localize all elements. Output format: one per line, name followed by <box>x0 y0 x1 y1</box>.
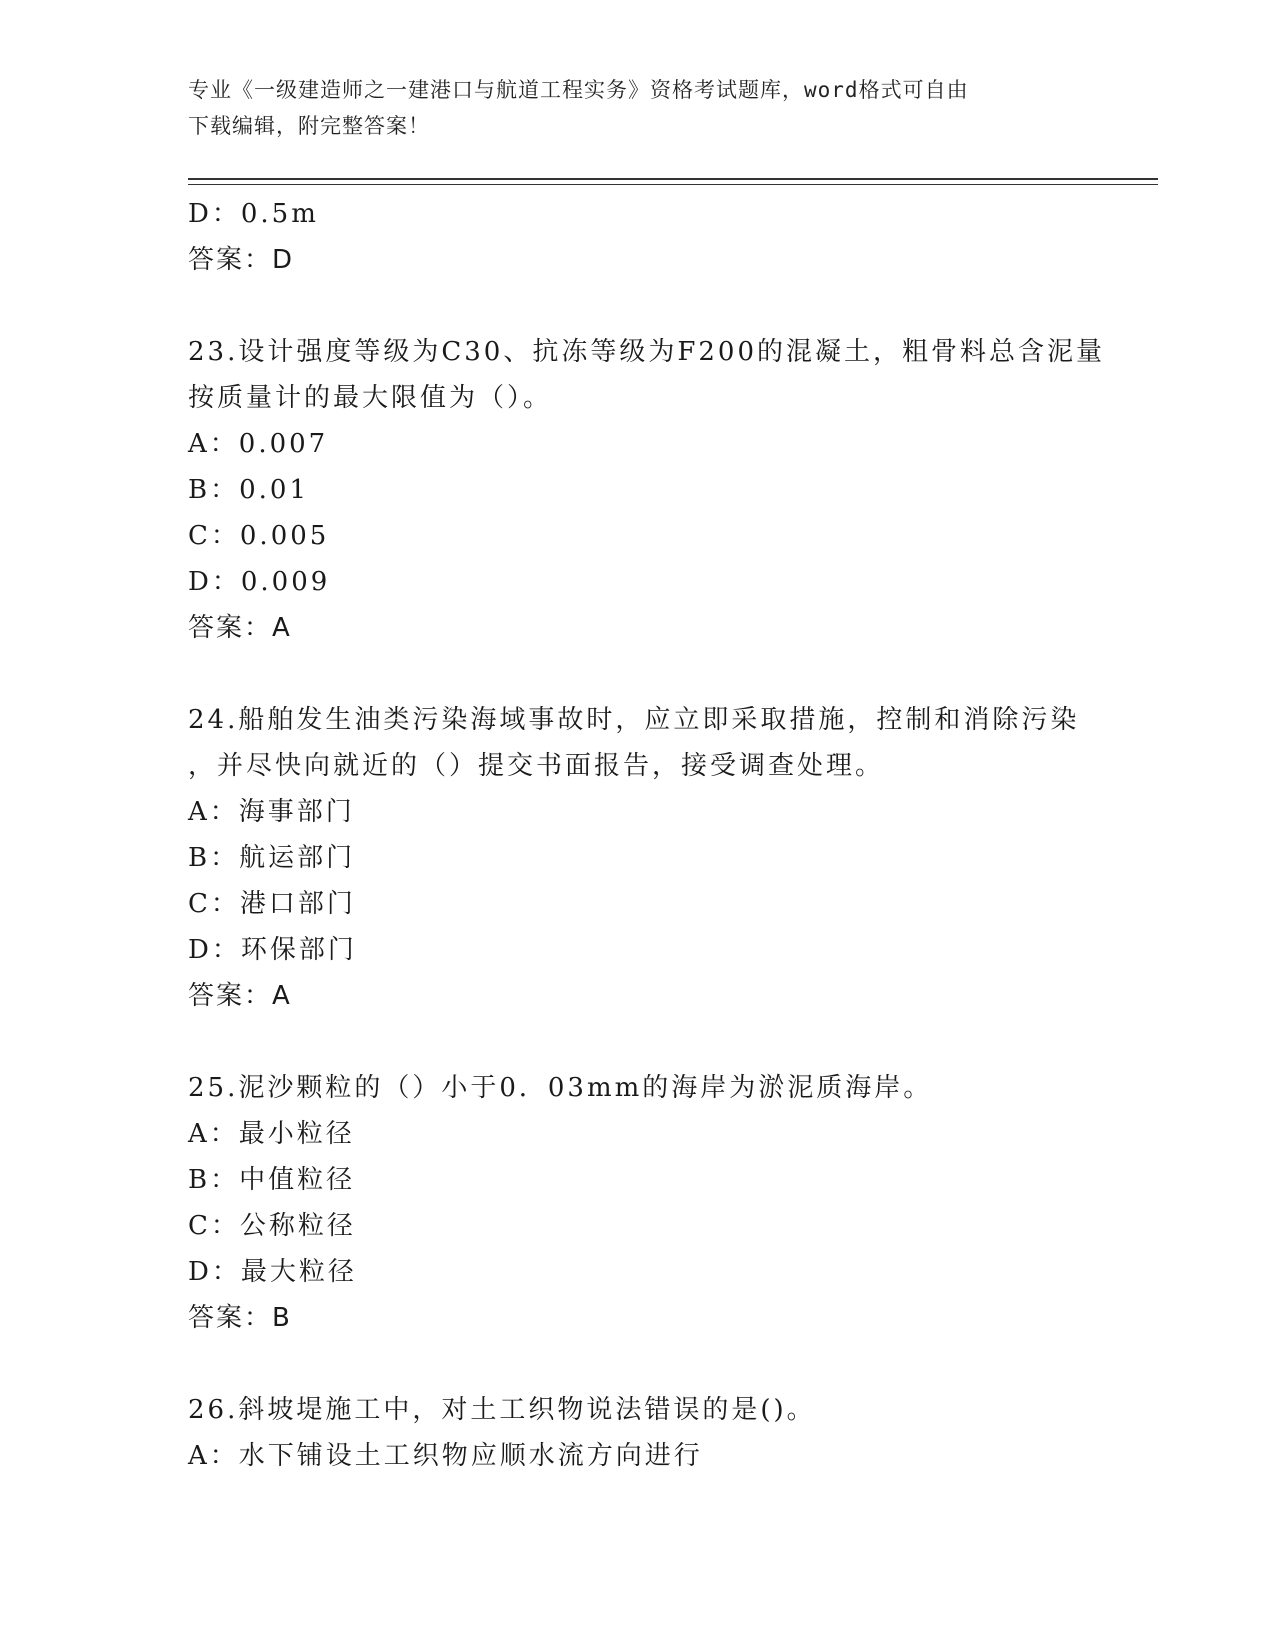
question-text: 24.船舶发生油类污染海域事故时，应立即采取措施，控制和消除污染 <box>188 705 1080 735</box>
question-text: 25.泥沙颗粒的（）小于0．03mm的海岸为淤泥质海岸。 <box>188 1073 933 1103</box>
option-d: D：最大粒径 <box>188 1257 357 1287</box>
question-text: 按质量计的最大限值为（）。 <box>188 383 553 413</box>
spacer <box>188 1341 1098 1387</box>
option-d: D：环保部门 <box>188 935 357 965</box>
option-c: C：0.005 <box>188 521 330 551</box>
header-line-1: 专业《一级建造师之一建港口与航道工程实务》资格考试题库，word格式可自由 <box>188 78 969 102</box>
option-c: C：公称粒径 <box>188 1211 356 1241</box>
option-d: D：0.009 <box>188 567 331 597</box>
question-block <box>188 1065 1098 1341</box>
option-a: A：水下铺设土工织物应顺水流方向进行 <box>188 1441 703 1471</box>
option-b: B：0.01 <box>188 475 309 505</box>
spacer <box>188 283 1098 329</box>
option-a: A：最小粒径 <box>188 1119 355 1149</box>
option-b: B：航运部门 <box>188 843 356 873</box>
document-header <box>188 72 1088 144</box>
option-b: B：中值粒径 <box>188 1165 356 1195</box>
header-divider-thin <box>188 184 1158 185</box>
spacer <box>188 651 1098 697</box>
answer-line: 答案：A <box>188 981 292 1011</box>
question-text: ，并尽快向就近的（）提交书面报告，接受调查处理。 <box>188 751 885 781</box>
question-text: 23.设计强度等级为C30、抗冻等级为F200的混凝土，粗骨料总含泥量 <box>188 337 1105 367</box>
question-block <box>188 329 1105 651</box>
answer-line: 答案：A <box>188 613 292 643</box>
answer-line: 答案：B <box>188 1303 292 1333</box>
answer-line: 答案：D <box>188 245 295 275</box>
spacer <box>188 1019 1098 1065</box>
option-c: C：港口部门 <box>188 889 356 919</box>
header-line-2: 下载编辑，附完整答案！ <box>188 114 430 138</box>
option-d: D：0.5m <box>188 199 319 229</box>
question-text: 26.斜坡堤施工中，对土工织物说法错误的是()。 <box>188 1395 816 1425</box>
question-block <box>188 1387 1098 1479</box>
header-divider-thick <box>188 178 1158 180</box>
question-content <box>188 191 1105 1479</box>
question-block <box>188 697 1098 1019</box>
option-a: A：0.007 <box>188 429 329 459</box>
option-a: A：海事部门 <box>188 797 355 827</box>
